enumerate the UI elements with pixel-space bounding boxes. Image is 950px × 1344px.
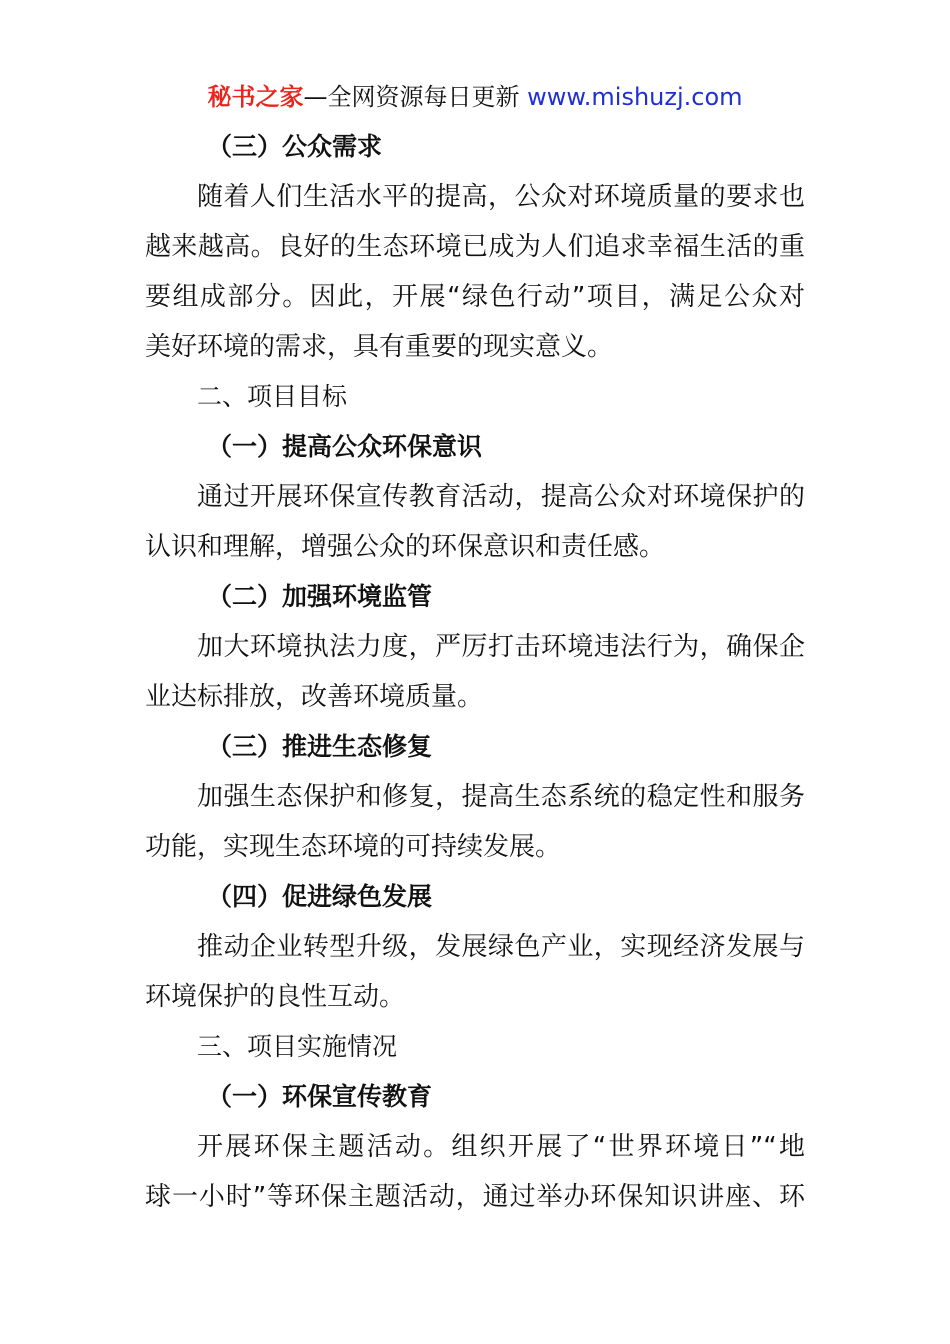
site-url-link[interactable]: www.mishuzj.com bbox=[527, 83, 743, 111]
subheading: （一）环保宣传教育 bbox=[207, 1082, 433, 1111]
paragraph-line: 要组成部分。因此，开展“绿色行动”项目，满足公众对 bbox=[145, 282, 805, 312]
site-header bbox=[0, 80, 950, 114]
subheading: （三）公众需求 bbox=[207, 132, 383, 161]
paragraph-line: 加强生态保护和修复，提高生态系统的稳定性和服务 bbox=[197, 782, 805, 812]
section-heading: 三、项目实施情况 bbox=[197, 1032, 398, 1061]
document-body bbox=[145, 122, 805, 1222]
site-tagline: —全网资源每日更新 bbox=[303, 83, 520, 111]
paragraph-line: 开展环保主题活动。组织开展了“世界环境日”“地 bbox=[197, 1132, 805, 1162]
paragraph-line: 环境保护的良性互动。 bbox=[145, 982, 406, 1012]
subheading: （一）提高公众环保意识 bbox=[207, 432, 483, 461]
site-brand: 秘书之家 bbox=[207, 83, 304, 111]
paragraph-line: 随着人们生活水平的提高，公众对环境质量的要求也 bbox=[197, 182, 805, 212]
section-heading: 二、项目目标 bbox=[197, 382, 348, 411]
paragraph-line: 通过开展环保宣传教育活动，提高公众对环境保护的 bbox=[197, 482, 805, 512]
paragraph-line: 加大环境执法力度，严厉打击环境违法行为，确保企 bbox=[197, 632, 805, 662]
subheading: （四）促进绿色发展 bbox=[207, 882, 433, 911]
paragraph-line: 功能，实现生态环境的可持续发展。 bbox=[145, 832, 562, 862]
subheading: （二）加强环境监管 bbox=[207, 582, 433, 611]
paragraph-line: 认识和理解，增强公众的环保意识和责任感。 bbox=[145, 532, 666, 562]
paragraph-line: 球一小时”等环保主题活动，通过举办环保知识讲座、环 bbox=[145, 1182, 805, 1212]
paragraph-line: 推动企业转型升级，发展绿色产业，实现经济发展与 bbox=[197, 932, 805, 962]
paragraph-line: 业达标排放，改善环境质量。 bbox=[145, 682, 484, 712]
paragraph-line: 越来越高。良好的生态环境已成为人们追求幸福生活的重 bbox=[145, 232, 805, 262]
subheading: （三）推进生态修复 bbox=[207, 732, 433, 761]
paragraph-line: 美好环境的需求，具有重要的现实意义。 bbox=[145, 332, 614, 362]
